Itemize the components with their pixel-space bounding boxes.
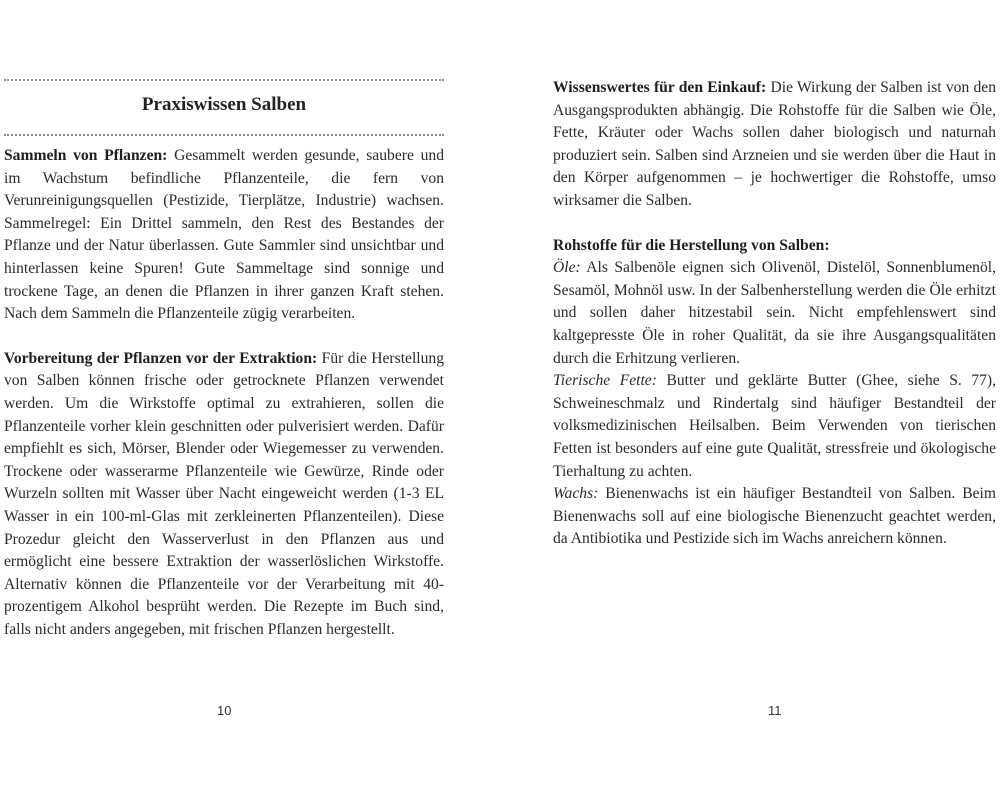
section-body: Für die Herstellung von Salben können frische oder getrocknete Pflanzen verwendet werden. Um die Wirkstoffe optimal zu extrahieren, sollen die Pflanzenteile vorher klein geschnitten oder pulverisiert werden. Dafür empfiehlt es sich, Mörser, Blender oder Wiegemesser zu verwenden. Trockene oder wasserarme Pflanzenteile wie Gewürze, Rinde oder Wurzeln sollten mit Wasser über Nacht eingeweicht werden (1-3 EL Wasser in ein 100-ml-Glas mit zerkleinerten Pflanzenteilen). Diese Prozedur gleicht den Wasserverlust in den Pflanzen aus und ermöglicht eine bessere Extraktion der wasserlöslichen Wirkstoffe. Alternativ können die Pflanzenteile vor der Verarbeitung mit 40-prozentigem Alkohol besprüht werden. Die Rezepte im Buch sind, falls nicht anders angegeben, mit frischen Pflanzen hergestellt.: [4, 349, 444, 638]
section-body: Die Wirkung der Salben ist von den Ausgangsprodukten abhängig. Die Rohstoffe für die Salben wie Öle, Fette, Kräuter oder Wachs sollen daher biologisch und naturnah produziert sein. Salben sind Arzneien und sie werden über die Haut in den Körper aufgenommen – je hochwertiger die Rohstoffe, umso wirksamer die Salben.: [553, 79, 997, 209]
right-body: [553, 77, 996, 551]
raw-material-body: Als Salbenöle eignen sich Olivenöl, Distelöl, Sonnenblumenöl, Sesamöl, Mohnöl usw. In der Salbenherstellung werden die Öle erhitzt und sollen daher hitzestabil sein. Nicht empfehlenswert sind kaltgepresste Öle in roher Qualität, da sie ihre Ausgangsqualitäten durch die Erhitzung verlieren.: [553, 259, 996, 367]
page-title: Praxiswissen Salben: [141, 94, 307, 115]
title-dotted-rule: [4, 134, 444, 136]
left-page: [4, 0, 444, 800]
section-body: Gesammelt werden gesunde, saubere und im Wachstum befindliche Pflanzenteile, die fern von Verunreinigungsquellen (Pestizide, Tierplätze, Industrie) wachsen. Sammelregel: Ein Drittel sammeln, den Rest des Bestandes der Pflanze und der Natur überlassen. Gute Sammler sind unsichtbar und hinterlassen keine Spuren! Gute Sammeltage sind sonnige und trockene Tage, an denen die Pflanzen in ihrer ganzen Kraft stehen. Nach dem Sammeln die Pflanzenteile zügig verarbeiten.: [4, 147, 444, 323]
section-collecting: [4, 145, 444, 326]
raw-material-term: Wachs:: [553, 485, 599, 503]
section-heading: Wissenswertes für den Einkauf:: [553, 79, 767, 96]
section-purchasing: [553, 77, 996, 213]
section-heading: Vorbereitung der Pflanzen vor der Extraktion:: [4, 349, 318, 367]
raw-materials-heading: Rohstoffe für die Herstellung von Salben:: [553, 236, 830, 254]
raw-material-body: Butter und geklärte Butter (Ghee, siehe S. 77), Schweineschmalz und Rindertalg sind häufiger Bestandteil der volksmedizinischen Heilsalben. Beim Verwenden von tierischen Fetten ist besonders auf eine gute Qualität, stressfreie und ökologische Tierhaltung zu achten.: [553, 372, 996, 480]
page-number: 11: [768, 703, 782, 718]
page-number: 10: [217, 703, 232, 718]
raw-material-oils: [553, 257, 996, 370]
raw-material-term: Öle:: [553, 259, 581, 277]
top-dotted-rule: [4, 79, 444, 81]
section-preparation: [4, 348, 444, 642]
raw-material-wax: [553, 483, 996, 551]
raw-material-term: Tierische Fette:: [553, 372, 657, 390]
raw-material-animal-fats: [553, 370, 996, 483]
section-heading: Sammeln von Pflanzen:: [4, 147, 168, 164]
right-page: [553, 0, 996, 800]
raw-material-body: Bienenwachs ist ein häufiger Bestandteil von Salben. Beim Bienenwachs soll auf eine biologische Bienenzucht geachtet werden, da Antibiotika und Pestizide sich im Wachs anreichern können.: [553, 485, 996, 548]
left-body: [4, 145, 444, 641]
